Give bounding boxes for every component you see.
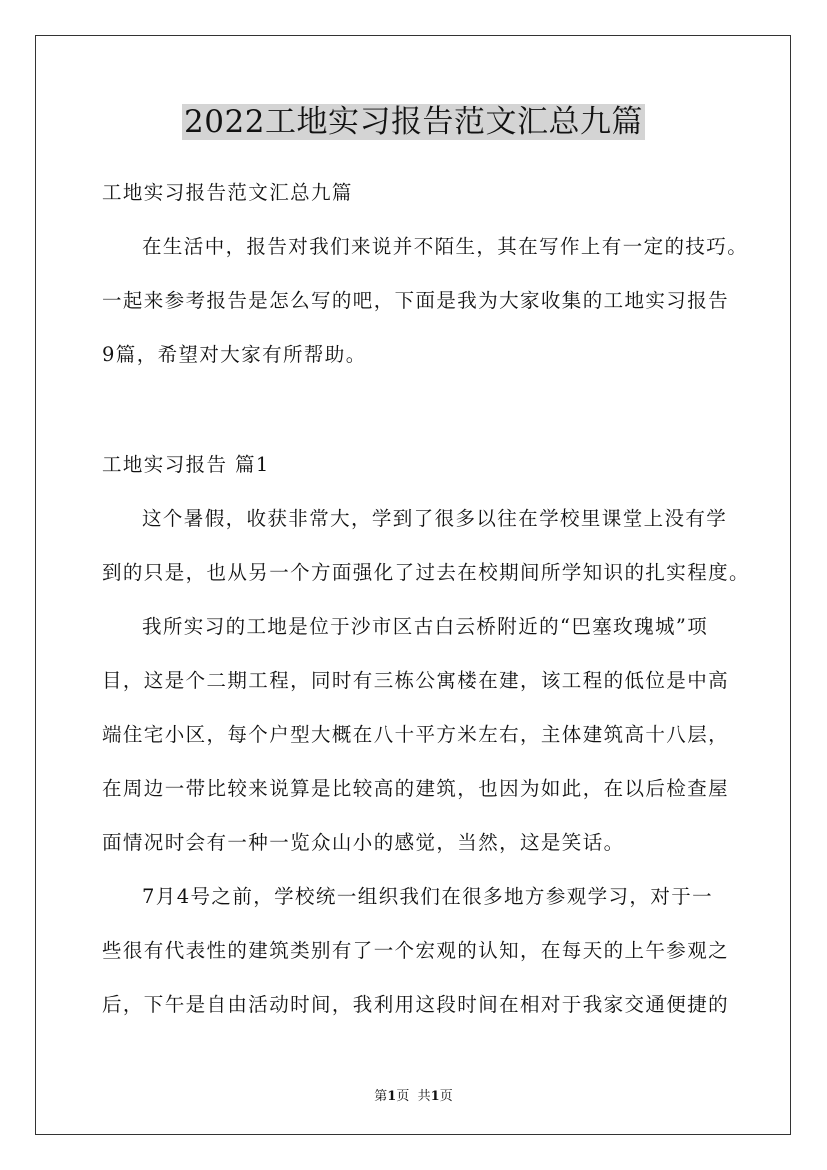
paragraph-line: 在生活中，报告对我们来说并不陌生，其在写作上有一定的技巧。 [142,235,749,258]
footer-total-number: 1 [430,1089,440,1104]
page-footer [0,1085,827,1104]
paragraph-line: 一起来参考报告是怎么写的吧，下面是我为大家收集的工地实习报告 [102,289,730,312]
paragraph-line: 目，这是个二期工程，同时有三栋公寓楼在建，该工程的低位是中高 [102,669,730,692]
subtitle-line: 工地实习报告范文汇总九篇 [102,181,353,204]
section-heading: 工地实习报告 篇1 [102,453,270,476]
paragraph-line: 9篇，希望对大家有所帮助。 [102,343,367,366]
paragraph-line: 我所实习的工地是位于沙市区古白云桥附近的“巴塞玫瑰城”项 [142,615,709,638]
document-title [0,100,827,149]
paragraph-line: 端住宅小区，每个户型大概在八十平方米左右，主体建筑高十八层， [102,723,730,746]
paragraph-line: 面情况时会有一种一览众山小的感觉，当然，这是笑话。 [102,831,625,854]
paragraph-line: 到的只是，也从另一个方面强化了过去在校期间所学知识的扎实程度。 [102,561,750,584]
footer-page-number: 1 [387,1089,397,1104]
paragraph-line: 7月4号之前，学校统一组织我们在很多地方参观学习，对于一 [142,885,714,908]
paragraph-line: 这个暑假，收获非常大，学到了很多以往在学校里课堂上没有学 [142,507,728,530]
footer-page-suffix: 页 [396,1089,410,1104]
paragraph-line: 后，下午是自由活动时间，我利用这段时间在相对于我家交通便捷的 [102,993,730,1016]
document-title-text: 2022工地实习报告范文汇总九篇 [184,104,643,140]
paragraph-line: 些很有代表性的建筑类别有了一个宏观的认知，在每天的上午参观之 [102,939,730,962]
footer-page-prefix: 第 [374,1089,388,1104]
footer-total-suffix: 页 [439,1089,453,1104]
footer-total-prefix: 共 [417,1089,431,1104]
paragraph-line: 在周边一带比较来说算是比较高的建筑，也因为如此，在以后检查屋 [102,777,730,800]
